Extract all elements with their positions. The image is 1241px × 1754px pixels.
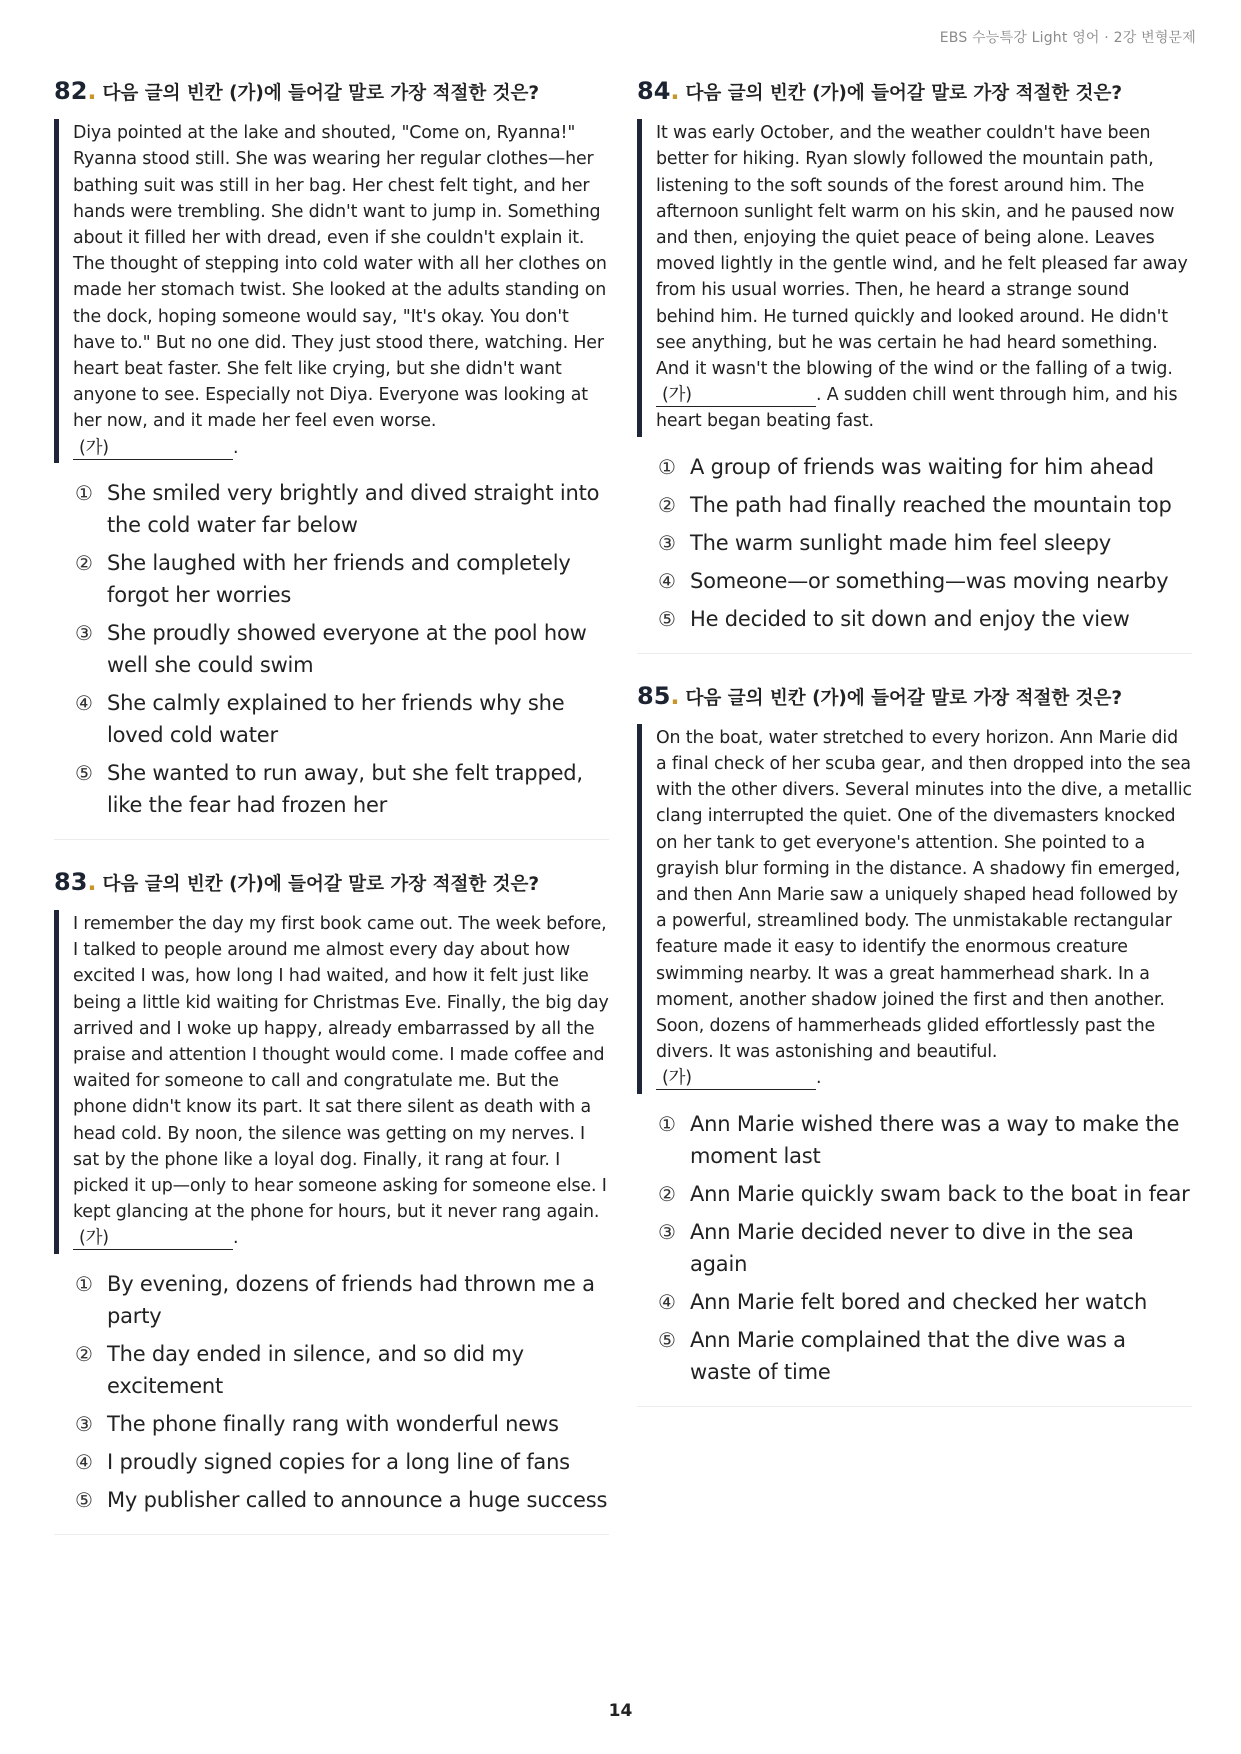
question-prompt: 다음 글의 빈칸 (가)에 들어갈 말로 가장 적절한 것은? — [685, 83, 1123, 104]
option-text: My publisher called to announce a huge success — [107, 1487, 608, 1512]
option-number: ③ — [75, 620, 93, 645]
option-4[interactable] — [75, 687, 609, 751]
number-dot: . — [670, 77, 680, 105]
page-header: EBS 수능특강 Light 영어 · 2강 변형문제 — [939, 30, 1196, 46]
question-prompt: 다음 글의 빈칸 (가)에 들어갈 말로 가장 적절한 것은? — [102, 83, 540, 104]
question-number: 84 — [637, 77, 671, 105]
option-2[interactable] — [658, 1178, 1192, 1210]
option-5[interactable] — [75, 757, 609, 821]
divider — [637, 653, 1192, 654]
option-number: ② — [75, 1341, 93, 1366]
option-text: The day ended in silence, and so did my excitement — [107, 1341, 524, 1398]
option-number: ③ — [658, 530, 676, 555]
answer-options — [54, 1268, 609, 1516]
option-1[interactable] — [658, 1108, 1192, 1172]
option-text: Ann Marie decided never to dive in the sea again — [690, 1219, 1134, 1276]
option-text: The path had finally reached the mountain top — [690, 492, 1172, 517]
option-number: ④ — [75, 690, 93, 715]
passage — [637, 724, 1192, 1094]
question-83 — [54, 867, 609, 1535]
option-number: ② — [75, 550, 93, 575]
option-5[interactable] — [75, 1484, 609, 1516]
option-text: Ann Marie wished there was a way to make the moment last — [690, 1111, 1180, 1168]
option-3[interactable] — [75, 617, 609, 681]
question-number: 83 — [54, 867, 88, 896]
page-number: 14 — [608, 1701, 633, 1721]
answer-options — [637, 1108, 1192, 1388]
answer-blank: (가) — [73, 437, 233, 460]
right-column — [637, 76, 1192, 1434]
option-number: ⑤ — [75, 760, 93, 785]
option-text: She wanted to run away, but she felt trapped, like the fear had frozen her — [107, 760, 583, 817]
option-number: ④ — [658, 1289, 676, 1314]
option-text: She laughed with her friends and completely forgot her worries — [107, 550, 571, 607]
option-number: ① — [658, 1111, 676, 1136]
option-1[interactable] — [75, 1268, 609, 1332]
number-dot: . — [87, 77, 97, 105]
question-84 — [637, 76, 1192, 654]
option-number: ③ — [75, 1411, 93, 1436]
option-text: The phone finally rang with wonderful news — [107, 1411, 559, 1436]
question-title — [637, 76, 1192, 107]
option-4[interactable] — [658, 565, 1192, 597]
question-title — [637, 681, 1192, 712]
answer-options — [637, 451, 1192, 635]
divider — [54, 1534, 609, 1535]
option-2[interactable] — [658, 489, 1192, 521]
option-3[interactable] — [658, 1216, 1192, 1280]
option-4[interactable] — [658, 1286, 1192, 1318]
option-number: ⑤ — [658, 1327, 676, 1352]
option-text: Ann Marie complained that the dive was a waste of time — [690, 1327, 1126, 1384]
option-number: ① — [658, 454, 676, 479]
option-4[interactable] — [75, 1446, 609, 1478]
divider — [637, 1406, 1192, 1407]
option-text: She smiled very brightly and dived straight into the cold water far below — [107, 480, 600, 537]
number-dot: . — [87, 867, 97, 896]
option-text: Ann Marie felt bored and checked her watch — [690, 1289, 1148, 1314]
option-text: Ann Marie quickly swam back to the boat in fear — [690, 1181, 1190, 1206]
option-3[interactable] — [658, 527, 1192, 559]
option-text: The warm sunlight made him feel sleepy — [690, 530, 1111, 555]
question-title — [54, 867, 609, 898]
question-prompt: 다음 글의 빈칸 (가)에 들어갈 말로 가장 적절한 것은? — [685, 687, 1123, 709]
option-text: She calmly explained to her friends why she loved cold water — [107, 690, 565, 747]
passage — [637, 119, 1192, 436]
option-1[interactable] — [75, 477, 609, 541]
passage-text: It was early October, and the weather couldn't have been better for hiking. Ryan slowly followed the mountain path, listening to the soft sounds of the forest around him. The afternoon sunlight felt warm on his skin, and he paused now and then, enjoying the quiet peace of being alone. Leaves moved lightly in the gentle wind, and he felt pleased far away from his usual worries. Then, he heard a strange sound behind him. He turned quickly and looked around. He didn't see anything, but he was certain he had heard something. And it wasn't the blowing of the wind or the falling of a twig. — [656, 123, 1188, 380]
left-column — [54, 76, 609, 1562]
question-number: 85 — [637, 681, 671, 710]
option-number: ④ — [75, 1449, 93, 1474]
number-dot: . — [670, 681, 680, 710]
passage-text-after: . — [816, 1068, 822, 1089]
answer-blank: (가) — [656, 1067, 816, 1090]
option-text: A group of friends was waiting for him ahead — [690, 454, 1154, 479]
option-number: ④ — [658, 568, 676, 593]
option-text: She proudly showed everyone at the pool how well she could swim — [107, 620, 587, 677]
option-number: ⑤ — [658, 606, 676, 631]
option-1[interactable] — [658, 451, 1192, 483]
divider — [54, 839, 609, 840]
passage-text-after: . — [233, 437, 239, 458]
option-text: I proudly signed copies for a long line of fans — [107, 1449, 570, 1474]
answer-options — [54, 477, 609, 821]
passage — [54, 119, 609, 463]
option-number: ③ — [658, 1219, 676, 1244]
option-number: ① — [75, 480, 93, 505]
answer-blank: (가) — [73, 1227, 233, 1250]
option-number: ② — [658, 1181, 676, 1206]
option-text: By evening, dozens of friends had thrown me a party — [107, 1271, 595, 1328]
question-title — [54, 76, 609, 107]
passage-text-after: . A sudden chill went through him, and his heart began beating fast. — [656, 385, 1178, 432]
passage — [54, 910, 609, 1254]
option-5[interactable] — [658, 1324, 1192, 1388]
option-2[interactable] — [75, 547, 609, 611]
answer-blank: (가) — [656, 384, 816, 407]
passage-text-after: . — [233, 1228, 239, 1249]
passage-text: Diya pointed at the lake and shouted, "Come on, Ryanna!" Ryanna stood still. She was wearing her regular clothes—her bathing suit was still in her bag. Her chest felt tight, and her hands were trembling. She didn't want to jump in. Something about it filled her with dread, even if she couldn't explain it. The thought of stepping into cold water with all her clothes on made her stomach twist. She looked at the adults standing on the dock, hoping someone would say, "It's okay. You don't have to." But no one did. They just stood there, watching. Her heart beat faster. She felt like crying, but she didn't want anyone to see. Especially not Diya. Everyone was looking at her now, and it made her feel even worse. — [73, 123, 607, 432]
option-number: ⑤ — [75, 1487, 93, 1512]
question-prompt: 다음 글의 빈칸 (가)에 들어갈 말로 가장 적절한 것은? — [102, 873, 540, 895]
question-number: 82 — [54, 77, 88, 105]
passage-text: On the boat, water stretched to every horizon. Ann Marie did a final check of her scuba gear, and then dropped into the sea with the other divers. Several minutes into the dive, a metallic clang interrupted the quiet. One of the divemasters knocked on her tank to get everyone's attention. She pointed to a grayish blur forming in the distance. A shadowy fin emerged, and then Ann Marie saw a uniquely shaped head followed by a powerful, streamlined body. The unmistakable rectangular feature made it easy to identify the enormous creature swimming nearby. It was a great hammerhead shark. In a moment, another shadow joined the first and then another. Soon, dozens of hammerheads glided effortlessly past the divers. It was astonishing and beautiful. — [656, 727, 1192, 1063]
option-text: He decided to sit down and enjoy the view — [690, 606, 1130, 631]
question-85 — [637, 681, 1192, 1407]
option-5[interactable] — [658, 603, 1192, 635]
option-text: Someone—or something—was moving nearby — [690, 568, 1169, 593]
option-number: ① — [75, 1271, 93, 1296]
passage-text: I remember the day my first book came out. The week before, I talked to people around me almost every day about how excited I was, how long I had waited, and how it felt just like being a little kid waiting for Christmas Eve. Finally, the big day arrived and I woke up happy, already embarrassed by all the praise and attention I thought would come. I made coffee and waited for someone to call and congratulate me. But the phone didn't know its part. It sat there silent as death with a head cold. By noon, the silence was getting on my nerves. I sat by the phone like a loyal dog. Finally, it rang at four. I picked it up—only to hear someone asking for someone else. I kept glancing at the phone for hours, but it never rang again. — [73, 914, 609, 1223]
option-number: ② — [658, 492, 676, 517]
question-82 — [54, 76, 609, 840]
option-2[interactable] — [75, 1338, 609, 1402]
option-3[interactable] — [75, 1408, 609, 1440]
